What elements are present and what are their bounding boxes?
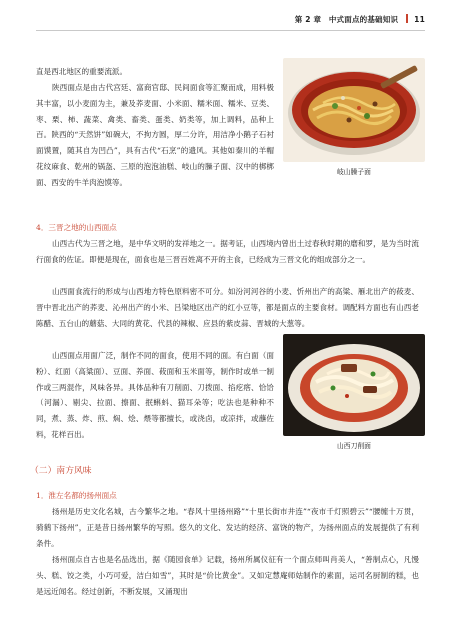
- shanxi-daoxiao-noodles-photo: [283, 334, 425, 436]
- figure-caption-2: 山西刀削面: [337, 442, 371, 450]
- paragraph: 山西古代为三晋之地，是中华文明的发祥地之一。据考证，山西境内曾出土过春秋时期的磨和罗，是为当时流行面食的佐证。即便是现在，面食也是三晋百姓离不开的主食，已经成为三晋文化的组成部分之一。: [36, 239, 419, 264]
- subsection-title: 4．三晋之地的山西面点: [36, 223, 117, 232]
- section-title: （二）南方风味: [30, 466, 92, 476]
- paragraph: 扬州是历史文化名城，古今繁华之地。“春风十里扬州路”“十里长街市井连”“夜市千灯照碧云”“腰缠十万贯，骑鹤下扬州”，正是昔日扬州繁华的写照。悠久的文化、发达的经济、富饶的物产，为扬州面点的发展提供了有利条件。: [36, 507, 419, 548]
- running-header: [0, 0, 455, 36]
- paragraph: 直是西北地区的重要流派。: [36, 67, 128, 76]
- paragraph: 山西面食流行的形成与山西地方特色原料密不可分。如汾河河谷的小麦、忻州出产的高粱、雁北出产的莜麦、晋中晋北出产的荞麦、沁州出产的小米、吕梁地区出产的红小豆等，都是面点的主要食材。调配料方面也有山西老陈醋、五台山的蘑菇、大同的黄花、代县的辣椒、应县的紫皮蒜、晋城的大葱等。: [36, 287, 419, 328]
- paragraph: 陕西面点是由古代宫廷、富商官邸、民间面食等汇聚而成，用料极其丰富，以小麦面为主，兼及荞麦面、小米面、糯米面、糯米、豆类、枣、栗、柿、蔬菜、禽类、畜类、蛋类、奶类等，加上调料，品种上百。陕西的“天然饼”如碗大，不拘方圆，厚二分许，用洁净小鹅子石衬面馍置，随其自为凹凸”，具有古代“石烹”的遗风。其他如秦川的羊帽花纹麻食、乾州的锅盔、三原的泡泡油糕、岐山的臊子面、汉中的梆梆面、西安的牛羊肉泡馍等。: [36, 83, 274, 187]
- header-rule: [36, 30, 425, 31]
- qishan-noodles-photo: [283, 58, 425, 162]
- paragraph: 山西面点用面广泛，制作不同的面食，使用不同的面。有白面（面粉）、红面（高粱面）、豆面、养面、莜面和玉米面等，制作时或单一制作或三两混作，风味各异。具体品种有刀削面、刀拨面、掐疙瘩、恰饸（河漏）、剔尖、拉面、擦面、抿蝌蚪、猫耳朵等；吃法也是种种不同，煮、蒸、炸、煎、焖、烩、煨等都擅长，或浇卤，或凉拌，或蘸佐料，花样百出。: [36, 351, 274, 439]
- paragraph: 扬州面点自古也是名品选出，据《随园食单》记载，扬州所属仪征有一个面点师叫肖美人，“善制点心，凡馒头、糕、饺之类，小巧可爱，洁白如雪”，其时是“价比黄金”。又如定慧庵师姑制作的素面，运司名厨制的糕，也是远近闻名。经过创新，不断发展，又涌现出: [36, 555, 419, 596]
- header-divider: [406, 14, 408, 23]
- subsection-title: 1．淮左名都的扬州面点: [36, 491, 117, 500]
- figure-caption-1: 岐山臊子面: [337, 168, 371, 176]
- chapter-title: 第 2 章 中式面点的基础知识: [294, 15, 399, 24]
- page-number: 11: [414, 15, 425, 24]
